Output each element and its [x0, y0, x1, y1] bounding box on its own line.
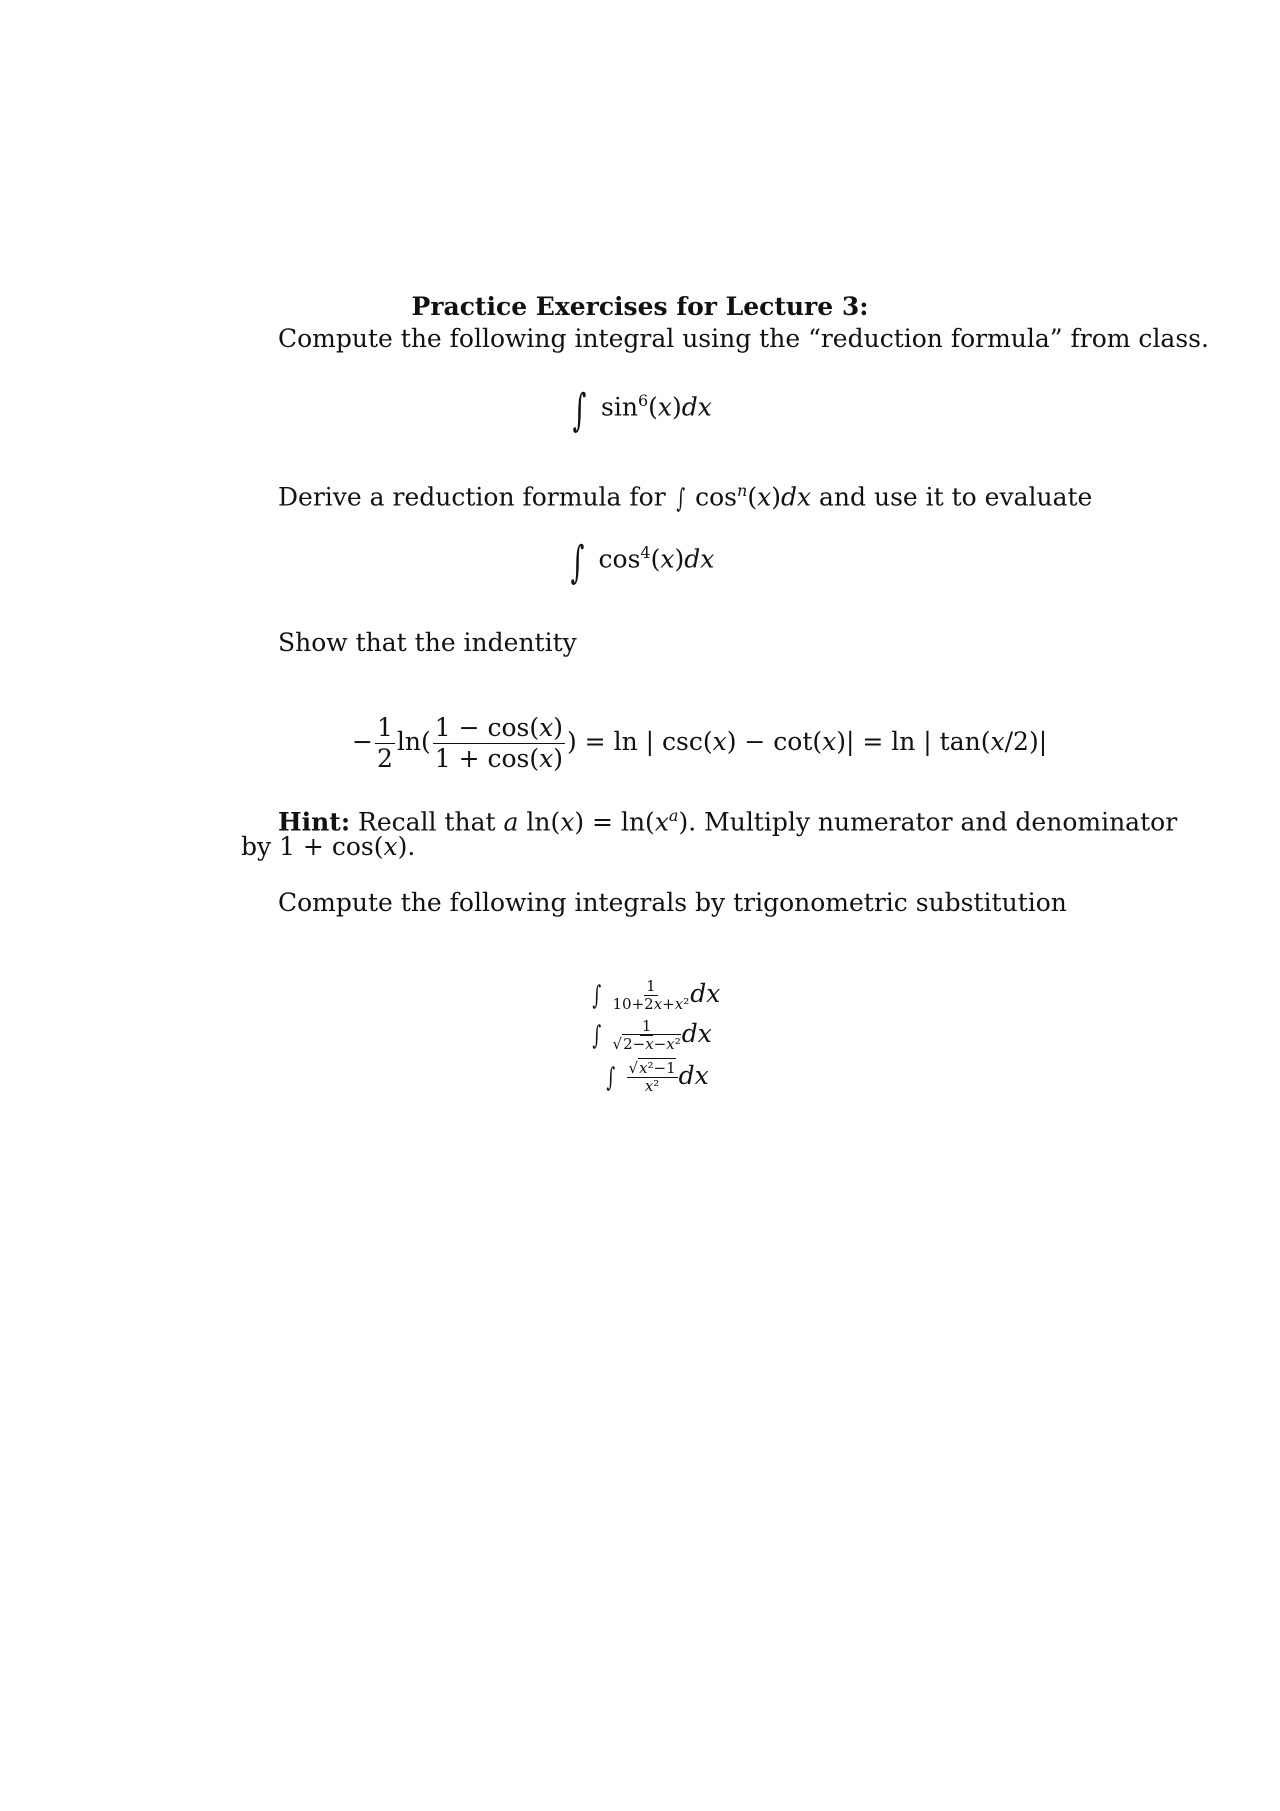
exercise-1-prompt: Compute the following integral using the “reduction formula” from class. [278, 324, 1209, 353]
hint-label: Hint: [278, 807, 351, 837]
exercise-1-integral: ∫ $\sin^6(x)dx$ [572, 385, 712, 437]
exercise-4-prompt: Compute the following integrals by trigonometric substitution [278, 888, 1067, 917]
exercise-3-hint-continuation: by 1 + cos(x). [241, 832, 416, 861]
integral-2: ∫ $\frac{1}{\text{√2−x−x²}}$ dx [592, 1017, 712, 1053]
exercise-2-prompt: Derive a reduction formula for ∫ $\cos^n(x)dx$ and use it to evaluate [278, 481, 1093, 515]
exercise-2-integral: ∫ $\cos^4(x)dx$ [570, 537, 715, 589]
exercise-3-hint: Hint: Recall that a $\ln(x) = \ln(x^a)$. Multiply numerator and denominator [278, 806, 1178, 837]
exercise-3-identity: − $\frac{1}{2}$ ln( $\frac{1 - \cos(x)}{1 + \cos(x)}$ ) = ln | csc(x) − cot(x)| = ln | tan(x/2)| [352, 713, 1048, 773]
integral-1: ∫ $\frac{1}{\text{10+2x+x²}}$ dx [592, 977, 721, 1013]
page-title: Practice Exercises for Lecture 3: [411, 292, 869, 321]
integral-3: ∫ $\frac{\text{√x²−1}}{\text{x²}}$ dx [606, 1059, 709, 1095]
exercise-3-prompt: Show that the indentity [278, 628, 577, 657]
